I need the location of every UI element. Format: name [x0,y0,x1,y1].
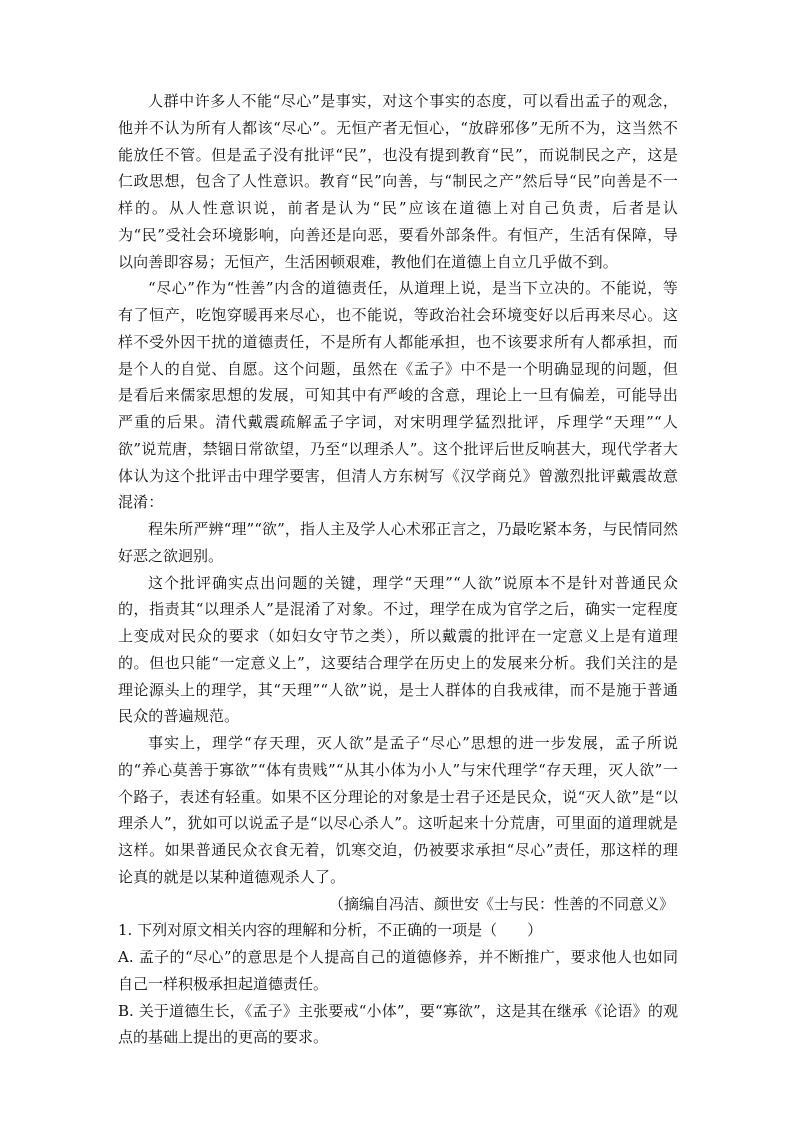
question-option-a: A. 孟子的“尽心”的意思是个人提高自己的道德修养，并不断推广，要求他人也如同自己一样积极承担起道德责任。 [118,948,678,993]
question-option-b: B. 关于道德生长，《孟子》主张要戒“小体”，要“寡欲”，这是其在继承《论语》的观点的基础上提出的更高的要求。 [118,1001,678,1047]
quotation-paragraph: 程朱所严辨“理”“欲”，指人主及学人心术邪正言之，乃最吃紧本务，与民情同然好恶之欲迥别。 [118,520,678,565]
document-page [118,88,678,1051]
passage-paragraph-4: 这个批评确实点出问题的关键，理学“天理”“人欲”说原本不是针对普通民众的，指责其“以理杀人”是混淆了对象。不过，理学在成为官学之后，确实一定程度上变成对民众的要求（如妇女守节之类），所以戴震的批评在一定意义上是有道理的。但也只能“一定意义上”，这要结合理学在历史上的发展来分析。我们关注的是理论源头上的理学，其“天理”“人欲”说，是士人群体的自我戒律，而不是施于普通民众的普遍规范。 [118,573,678,726]
passage-paragraph-1: 人群中许多人不能“尽心”是事实，对这个事实的态度，可以看出孟子的观念，他并不认为所有人都该“尽心”。无恒产者无恒心，“放辟邪侈”无所不为，这当然不能放任不管。但是孟子没有批评“民”，也没有提到教育“民”，而说制民之产，这是仁政思想，包含了人性意识。教育“民”向善，与“制民之产”然后导“民”向善是不一样的。从人性意识说，前者是认为“民”应该在道德上对自己负责，后者是认为“民”受社会环境影响，向善还是向恶，要看外部条件。有恒产，生活有保障，导以向善即容易；无恒产，生活困顿艰难，教他们在道德上自立几乎做不到。 [118,92,678,271]
question-stem: 1. 下列对原文相关内容的理解和分析，不正确的一项是（ ） [118,921,543,940]
passage-paragraph-5: 事实上，理学“存天理，灭人欲”是孟子“尽心”思想的进一步发展，孟子所说的“养心莫善于寡欲”“体有贵贱”“从其小体为小人”与宋代理学“存天理，灭人欲”一个路子，表述有轻重。如果不区分理论的对象是士君子还是民众，说“灭人欲”是“以理杀人”，犹如可以说孟子是“以尽心杀人”。这听起来十分荒唐，可里面的道理就是这样。如果普通民众衣食无着，饥寒交迫，仍被要求承担“尽心”责任，那这样的理论真的就是以某种道德观杀人了。 [118,734,678,886]
source-citation: （摘编自冯洁、颜世安《士与民：性善的不同意义》 [328,894,674,913]
passage-paragraph-2: “尽心”作为“性善”内含的道德责任，从道理上说，是当下立决的。不能说，等有了恒产，吃饱穿暖再来尽心，也不能说，等政治社会环境变好以后再来尽心。这样不受外因干扰的道德责任，不是所有人都能承担，也不该要求所有人都承担，而是个人的自觉、自愿。这个问题，虽然在《孟子》中不是一个明确显现的问题，但是看后来儒家思想的发展，可知其中有严峻的含意，理论上一旦有偏差，可能导出严重的后果。清代戴震疏解孟子字词，对宋明理学猛烈批评，斥理学“天理”“人欲”说荒唐，禁锢日常欲望，乃至“以理杀人”。这个批评后世反响甚大，现代学者大体认为这个批评击中理学要害，但清人方东树写《汉学商兑》曾激烈批评戴震故意混淆： [118,279,678,512]
